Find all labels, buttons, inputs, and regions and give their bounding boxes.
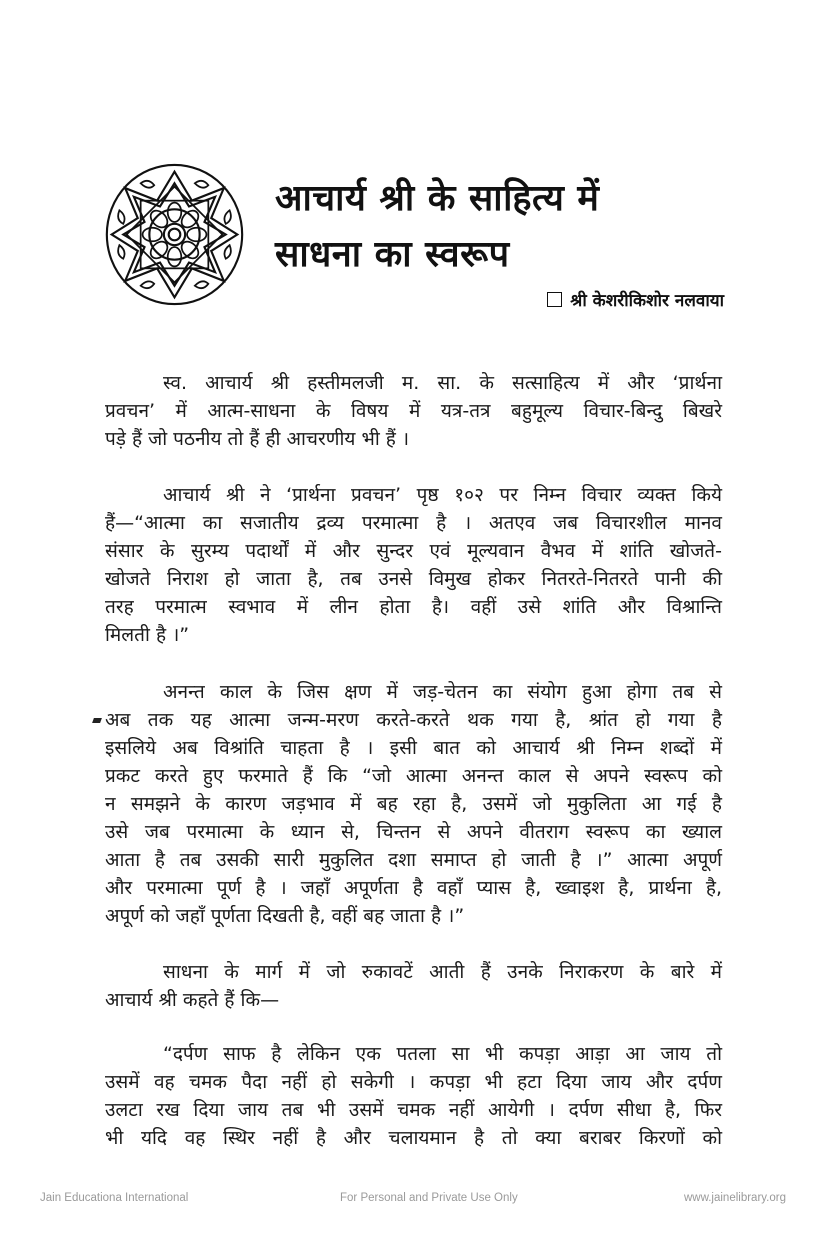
text-line: “दर्पण साफ है लेकिन एक पतला सा भी कपड़ा आड़ा आ जाय तो bbox=[163, 1043, 722, 1065]
text-line: इसलिये अब विश्रांति चाहता है । इसी बात को आचार्य श्री निम्न शब्दों में bbox=[105, 737, 722, 759]
text-line: अपूर्ण को जहाँ पूर्णता दिखती है, वहीं बह जाता है ।” bbox=[105, 905, 465, 927]
author-name: श्री केशरीकिशोर नलवाया bbox=[570, 291, 724, 311]
text-line: अनन्त काल के जिस क्षण में जड़-चेतन का संयोग हुआ होगा तब से bbox=[163, 681, 722, 703]
footer-usage-note: For Personal and Private Use Only bbox=[340, 1192, 518, 1204]
text-line: भी यदि वह स्थिर नहीं है और चलायमान है तो क्या बराबर किरणों को bbox=[105, 1127, 722, 1149]
mandala-emblem-icon bbox=[102, 162, 247, 307]
square-bullet-icon bbox=[547, 292, 562, 307]
text-line: अब तक यह आत्मा जन्म-मरण करते-करते थक गया है, श्रांत हो गया है bbox=[105, 709, 722, 731]
text-line: प्रवचन’ में आत्म-साधना के विषय में यत्र-तत्र बहुमूल्य विचार-बिन्दु बिखरे bbox=[105, 400, 722, 422]
text-line: उसमें वह चमक पैदा नहीं हो सकेगी । कपड़ा भी हटा दिया जाय और दर्पण bbox=[105, 1071, 722, 1093]
text-line: तरह परमात्म स्वभाव में लीन होता है। वहीं उसे शांति और विश्रान्ति bbox=[105, 596, 722, 618]
footer-publisher: Jain Educationa International bbox=[40, 1192, 189, 1204]
text-line: न समझने के कारण जड़भाव में बह रहा है, उसमें जो मुकुलिता आ गई है bbox=[105, 793, 722, 815]
article-title-line-1: आचार्य श्री के साहित्य में bbox=[275, 178, 600, 219]
text-line: प्रकट करते हुए फरमाते हैं कि “जो आत्मा अनन्त काल से अपने स्वरूप को bbox=[105, 765, 722, 787]
text-line: संसार के सुरम्य पदार्थों में और सुन्दर एवं मूल्यवान वैभव में शांति खोजते- bbox=[105, 540, 722, 562]
text-line: और परमात्मा पूर्ण है । जहाँ अपूर्णता है वहाँ प्यास है, ख्वाइश है, प्रार्थना है, bbox=[105, 877, 722, 899]
text-line: उसे जब परमात्मा के ध्यान से, चिन्तन से अपने वीतराग स्वरूप का ख्याल bbox=[105, 821, 722, 843]
text-line: खोजते निराश हो जाता है, तब उनसे विमुख होकर नितरते-नितरते पानी की bbox=[105, 568, 722, 590]
print-mark bbox=[92, 718, 102, 723]
text-line: पड़े हैं जो पठनीय तो हैं ही आचरणीय भी हैं । bbox=[105, 428, 410, 450]
author-byline bbox=[547, 288, 724, 311]
text-line: आता है तब उसकी सारी मुकुलित दशा समाप्त हो जाती है ।” आत्मा अपूर्ण bbox=[105, 849, 722, 871]
text-line: उलटा रख दिया जाय तब भी उसमें चमक नहीं आयेगी । दर्पण सीधा है, फिर bbox=[105, 1099, 722, 1121]
text-line: स्व. आचार्य श्री हस्तीमलजी म. सा. के सत्साहित्य में और ‘प्रार्थना bbox=[163, 372, 722, 394]
text-line: मिलती है ।” bbox=[105, 624, 190, 646]
text-line: साधना के मार्ग में जो रुकावटें आती हैं उनके निराकरण के बारे में bbox=[163, 961, 722, 983]
text-line: आचार्य श्री ने ‘प्रार्थना प्रवचन’ पृष्ठ १०२ पर निम्न विचार व्यक्त किये bbox=[163, 484, 722, 506]
article-title-line-2: साधना का स्वरूप bbox=[275, 234, 510, 275]
text-line: आचार्य श्री कहते हैं कि— bbox=[105, 989, 280, 1011]
footer-website-link[interactable]: www.jainelibrary.org bbox=[683, 1192, 786, 1204]
text-line: हैं—“आत्मा का सजातीय द्रव्य परमात्मा है । अतएव जब विचारशील मानव bbox=[105, 512, 722, 534]
